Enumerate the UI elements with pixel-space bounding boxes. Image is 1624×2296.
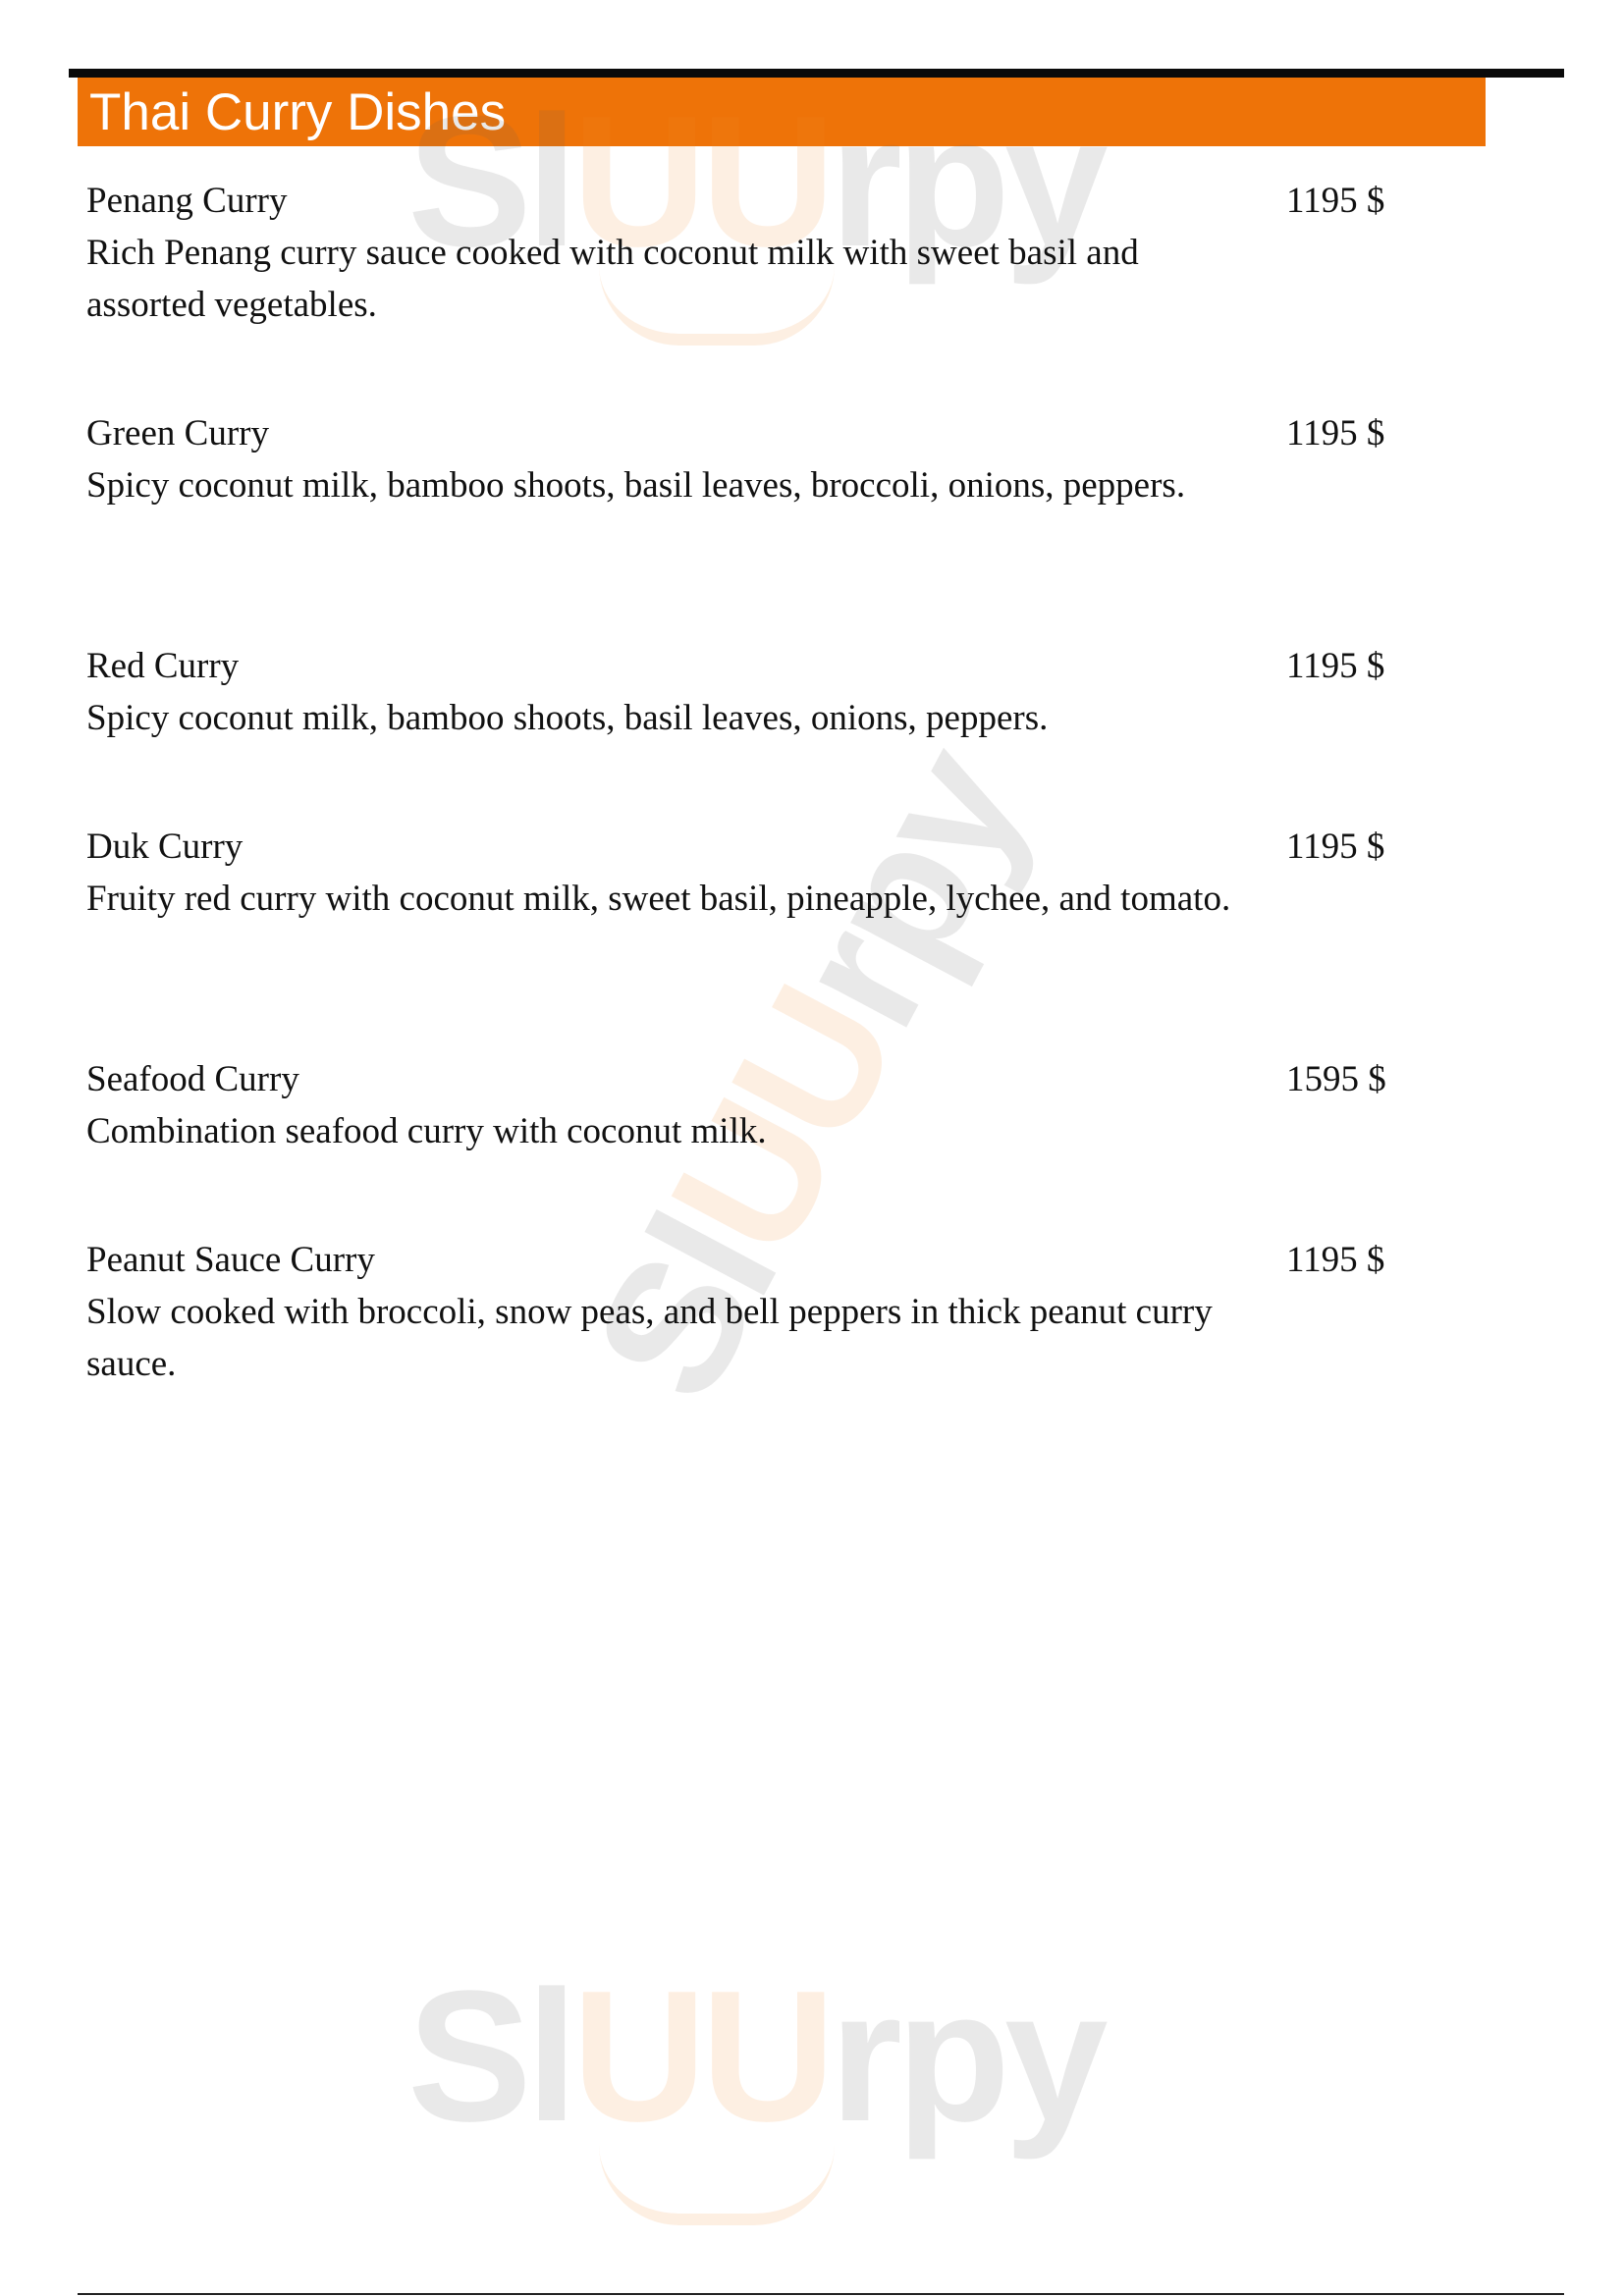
menu-item-description: Combination seafood curry with coconut milk. [86,1111,767,1151]
menu-item-name: Penang Curry [86,181,288,221]
top-rule [69,69,1564,78]
menu-item-price: 1195 $ [1286,413,1385,454]
menu-item-description: Spicy coconut milk, bamboo shoots, basil leaves, broccoli, onions, peppers. [86,465,1186,506]
menu-item-price: 1195 $ [1286,1240,1385,1280]
menu-item-description: Fruity red curry with coconut milk, sweet basil, pineapple, lychee, and tomato. [86,879,1231,919]
menu-item-name: Peanut Sauce Curry [86,1240,375,1280]
menu-item-name: Green Curry [86,413,269,454]
menu-item [86,175,1402,407]
watermark-logo: SlUUrpy [407,78,1103,286]
menu-item-name: Seafood Curry [86,1059,299,1099]
watermark-logo: SlUUrpy [554,719,1064,1431]
watermark-logo: SlUUrpy [407,1952,1103,2161]
menu-item [86,1234,1402,1391]
menu-item-description: Spicy coconut milk, bamboo shoots, basil leaves, onions, peppers. [86,698,1049,738]
watermark-smile-icon [599,2145,835,2225]
menu-item-price: 1195 $ [1286,827,1385,867]
menu-item-price: 1195 $ [1286,646,1385,686]
menu-item [86,1053,1402,1234]
bottom-rule [78,2293,1564,2295]
section-header [78,78,1486,146]
menu-item-description: Slow cooked with broccoli, snow peas, and bell peppers in thick peanut curry sauce. [86,1292,1213,1384]
menu-item-name: Duk Curry [86,827,244,867]
menu-item-description: Rich Penang curry sauce cooked with coconut milk with sweet basil and assorted vegetables. [86,233,1139,325]
menu-item [86,640,1402,821]
menu-item-price: 1195 $ [1286,181,1385,221]
section-title: Thai Curry Dishes [89,82,507,141]
menu-item [86,821,1402,1053]
menu-item-name: Red Curry [86,646,240,686]
menu-list [86,175,1402,1391]
menu-item-price: 1595 $ [1286,1059,1386,1099]
menu-item [86,407,1402,640]
